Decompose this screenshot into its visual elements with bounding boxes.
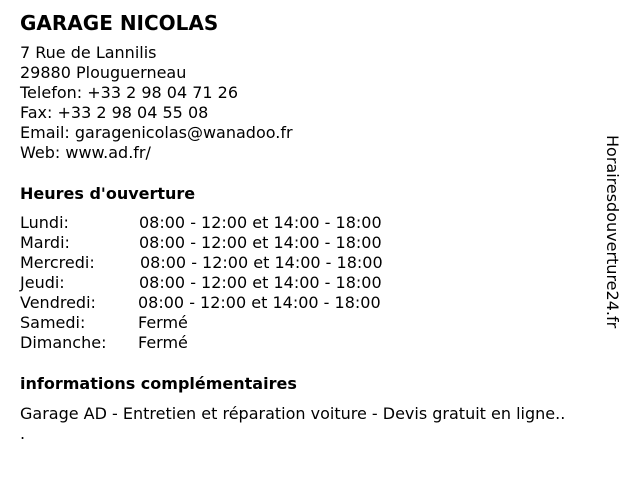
phone-number: Telefon: +33 2 98 04 71 26: [20, 83, 239, 102]
fax-number: Fax: +33 2 98 04 55 08: [20, 103, 209, 122]
contact-block: [20, 43, 293, 163]
day-label: Samedi:: [20, 313, 86, 332]
business-name: GARAGE NICOLAS: [20, 11, 219, 35]
day-hours: 08:00 - 12:00 et 14:00 - 18:00: [139, 273, 382, 292]
hours-heading: Heures d'ouverture: [20, 184, 196, 203]
info-text-line: Garage AD - Entretien et réparation voiture - Devis gratuit en ligne..: [20, 404, 566, 423]
email-address: Email: garagenicolas@wanadoo.fr: [20, 123, 293, 142]
day-label: Mercredi:: [20, 253, 95, 272]
address-street: 7 Rue de Lannilis: [20, 43, 157, 62]
day-hours: 08:00 - 12:00 et 14:00 - 18:00: [139, 233, 382, 252]
day-hours: 08:00 - 12:00 et 14:00 - 18:00: [139, 213, 382, 232]
day-hours: 08:00 - 12:00 et 14:00 - 18:00: [138, 293, 381, 312]
day-label: Dimanche:: [20, 333, 107, 352]
info-description: [20, 404, 620, 444]
site-watermark: Horairesdouverture24.fr: [603, 135, 622, 329]
info-text-line: .: [20, 424, 26, 443]
day-label: Mardi:: [20, 233, 70, 252]
address-city: 29880 Plouguerneau: [20, 63, 187, 82]
day-hours: Fermé: [138, 333, 188, 352]
day-hours: Fermé: [138, 313, 188, 332]
day-label: Vendredi:: [20, 293, 96, 312]
day-label: Lundi:: [20, 213, 69, 232]
website: Web: www.ad.fr/: [20, 143, 151, 162]
day-hours: 08:00 - 12:00 et 14:00 - 18:00: [140, 253, 383, 272]
info-heading: informations complémentaires: [20, 374, 297, 393]
day-label: Jeudi:: [20, 273, 65, 292]
